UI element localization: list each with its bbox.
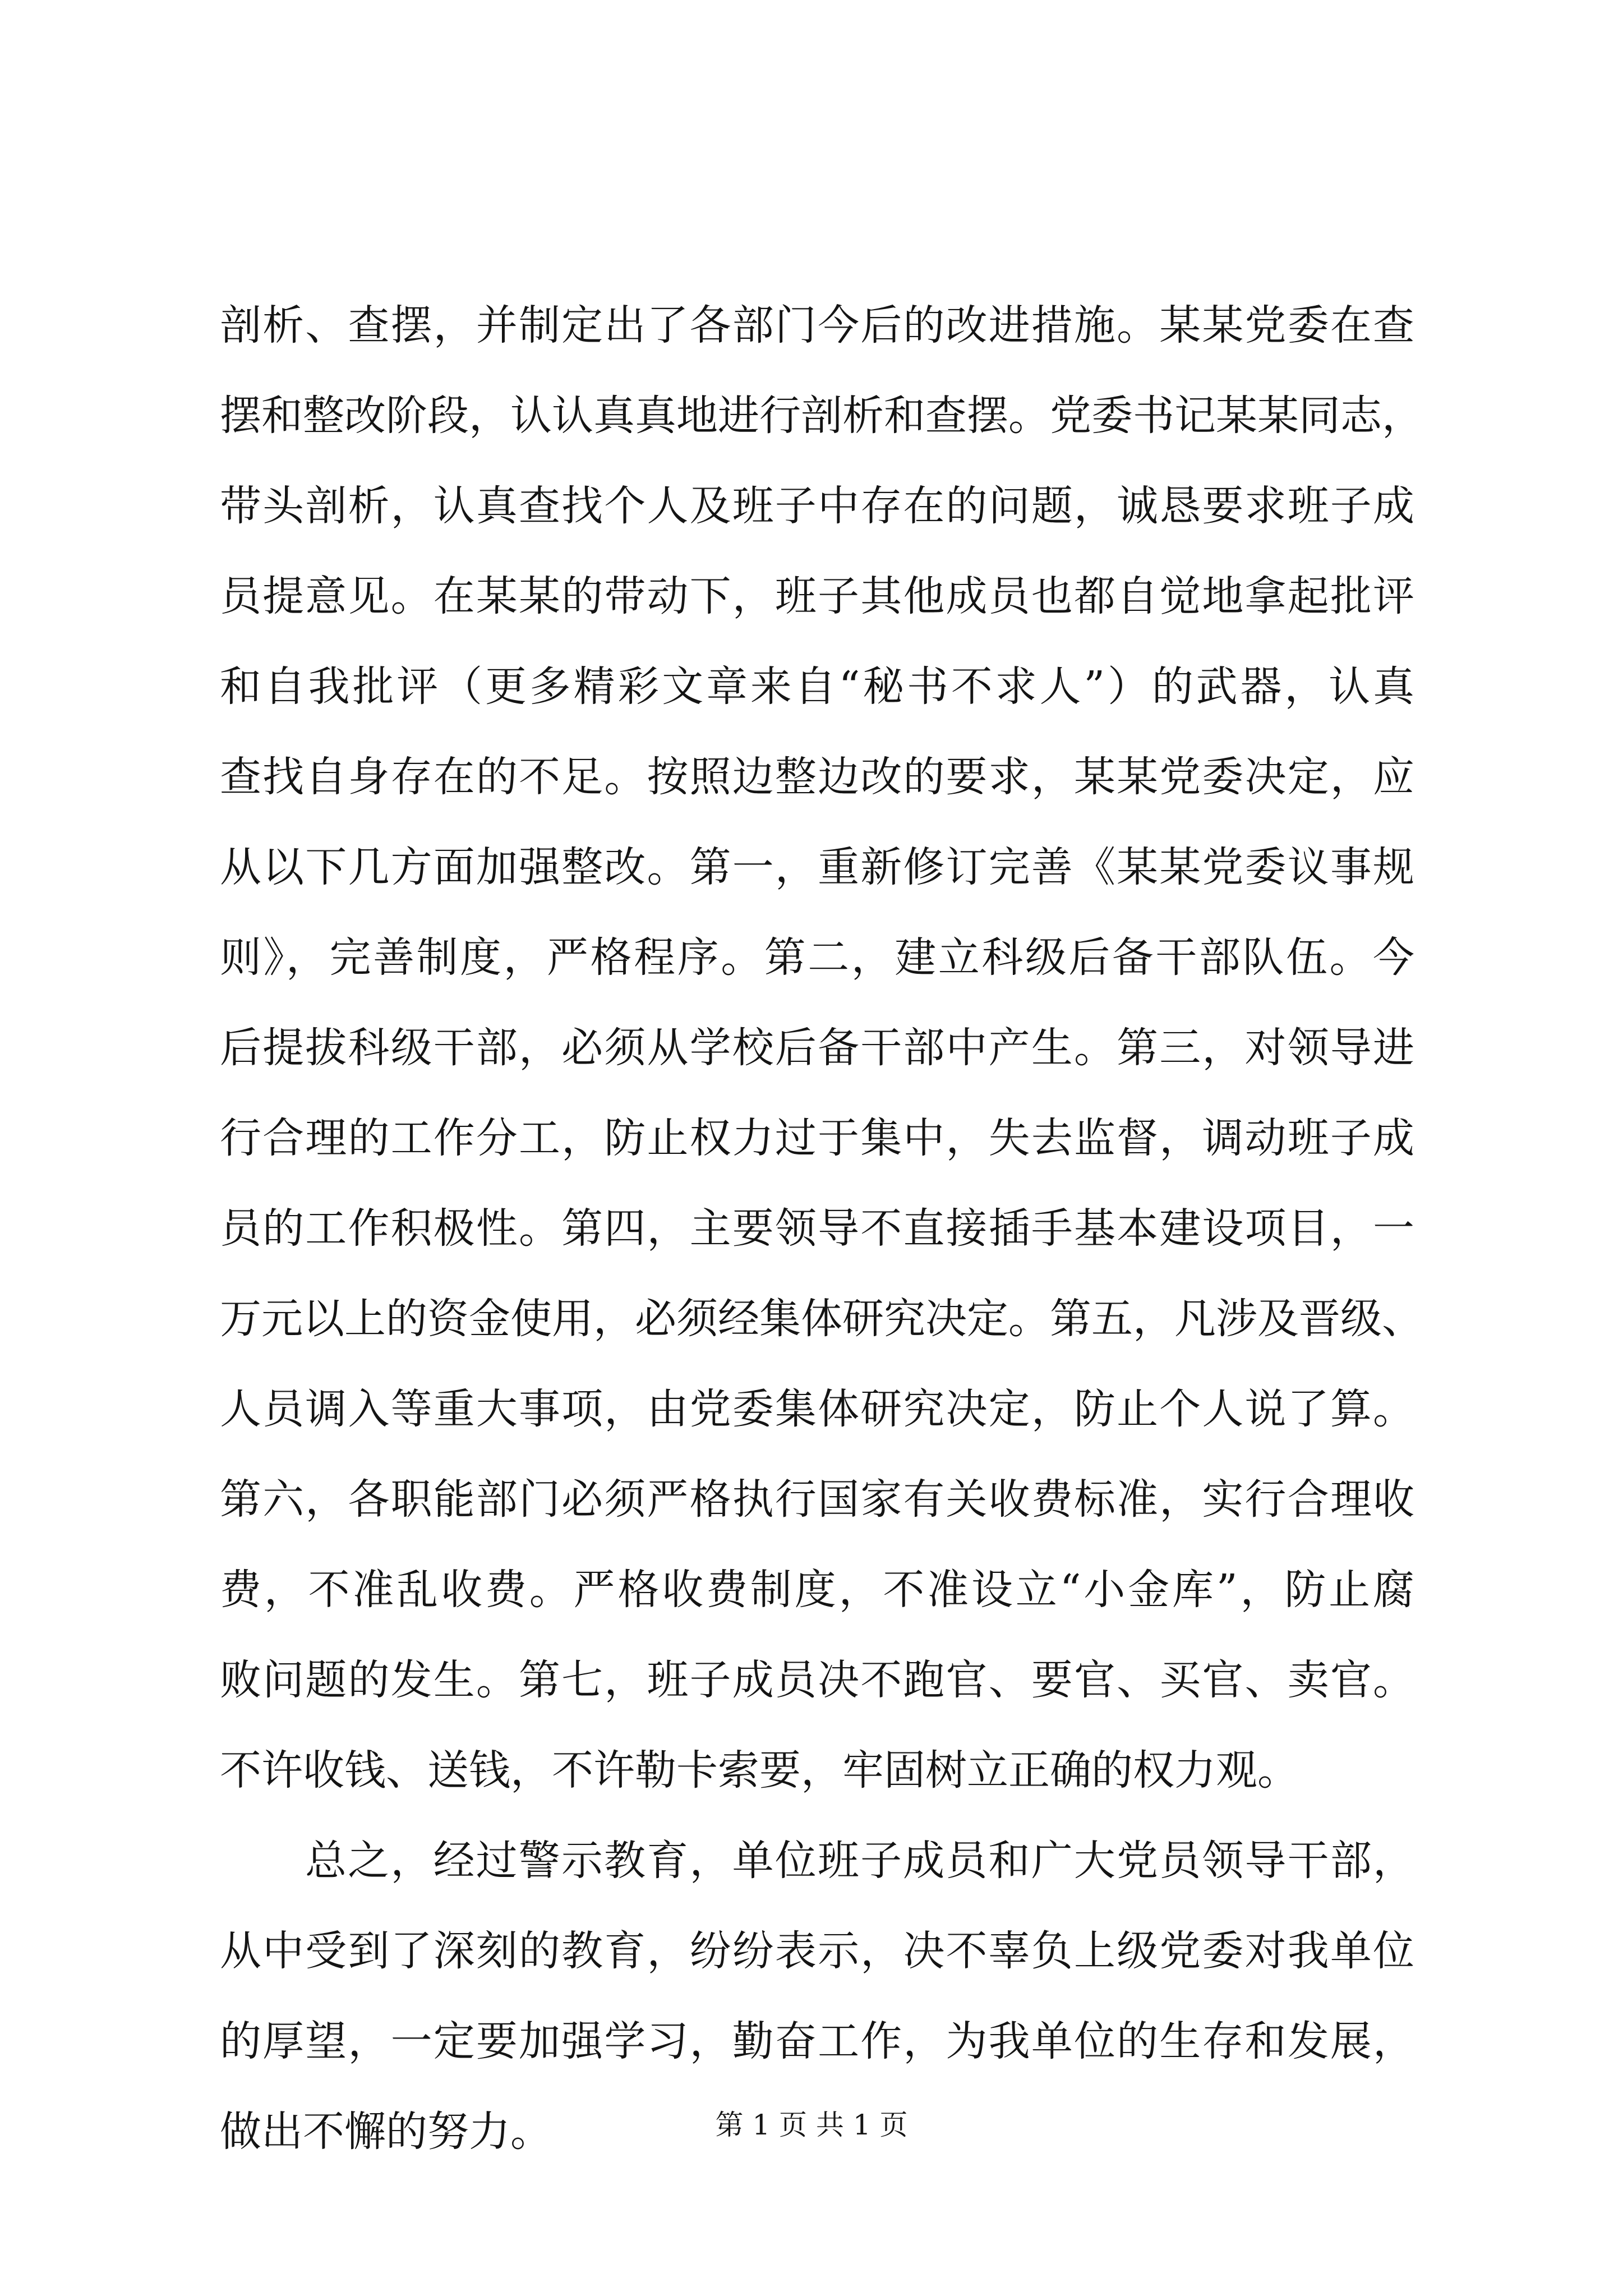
text-line: 后提拔科级干部，必须从学校后备干部中产生。第三，对领导进 [220, 1024, 1414, 1072]
text-line: 摆和整改阶段，认认真真地进行剖析和查摆。党委书记某某同志， [220, 392, 1423, 440]
text-line: 行合理的工作分工，防止权力过于集中，失去监督，调动班子成 [220, 1114, 1414, 1162]
text-line: 从以下几方面加强整改。第一，重新修订完善《某某党委议事规 [220, 843, 1414, 891]
text-line: 第六，各职能部门必须严格执行国家有关收费标准，实行合理收 [220, 1475, 1414, 1524]
text-line: 万元以上的资金使用，必须经集体研究决定。第五，凡涉及晋级、 [220, 1295, 1423, 1343]
text-line: 人员调入等重大事项，由党委集体研究决定，防止个人说了算。 [220, 1385, 1414, 1433]
text-line: 查找自身存在的不足。按照边整边改的要求，某某党委决定，应 [220, 753, 1414, 801]
text-line: 费，不准乱收费。严格收费制度，不准设立“小金库”，防止腐 [220, 1566, 1414, 1614]
text-line: 员提意见。在某某的带动下，班子其他成员也都自觉地拿起批评 [220, 572, 1414, 620]
text-line: 的厚望，一定要加强学习，勤奋工作，为我单位的生存和发展， [220, 2017, 1414, 2065]
text-line: 总之，经过警示教育，单位班子成员和广大党员领导干部， [305, 1837, 1414, 1885]
text-line: 从中受到了深刻的教育，纷纷表示，决不辜负上级党委对我单位 [220, 1927, 1414, 1975]
page-number-footer: 第 1 页 共 1 页 [715, 2109, 908, 2141]
body-text [220, 292, 1423, 2188]
text-line: 则》，完善制度，严格程序。第二，建立科级后备干部队伍。今 [220, 933, 1414, 982]
text-line: 和自我批评（更多精彩文章来自“秘书不求人”）的武器，认真 [220, 662, 1414, 711]
text-line: 败问题的发生。第七，班子成员决不跑官、要官、买官、卖官。 [220, 1656, 1414, 1704]
text-line: 剖析、查摆，并制定出了各部门今后的改进措施。某某党委在查 [220, 301, 1414, 349]
text-line: 带头剖析，认真查找个人及班子中存在的问题，诚恳要求班子成 [220, 482, 1414, 530]
text-line: 不许收钱、送钱，不许勒卡索要，牢固树立正确的权力观。 [220, 1746, 1299, 1795]
text-line: 员的工作积极性。第四，主要领导不直接插手基本建设项目，一 [220, 1204, 1414, 1253]
text-line: 做出不懈的努力。 [220, 2108, 552, 2156]
